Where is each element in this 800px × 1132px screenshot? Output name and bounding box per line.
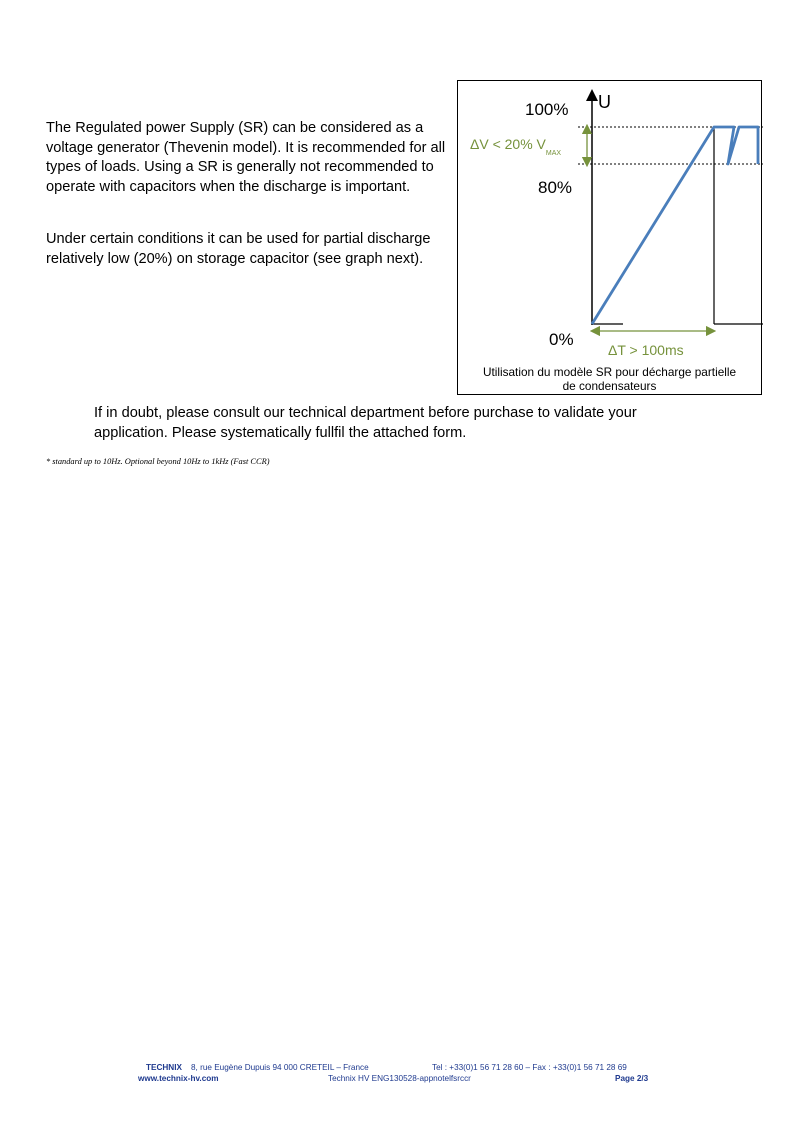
consult-line-1: If in doubt, please consult our technical department before purchase to validate your xyxy=(94,405,637,421)
axis-u-label: U xyxy=(598,92,611,112)
paragraph-sr-description: The Regulated power Supply (SR) can be considered as a voltage generator (Thevenin model). It is recommended for all types of loads. Using a SR is generally not recommended to operate with capacitors when the discharge is important. xyxy=(46,120,446,195)
voltage-curve xyxy=(592,127,758,324)
caption-line-1: Utilisation du modèle SR pour décharge partielle xyxy=(482,365,737,379)
footer-website[interactable]: www.technix-hv.com xyxy=(138,1074,219,1083)
footnote: * standard up to 10Hz. Optional beyond 10Hz to 1kHz (Fast CCR) xyxy=(46,457,270,466)
tick-0: 0% xyxy=(549,330,574,349)
footer-doc-ref: Technix HV ENG130528-appnotelfsrccr xyxy=(328,1074,471,1083)
footer-page-number: Page 2/3 xyxy=(615,1074,649,1083)
tick-100: 100% xyxy=(525,100,569,119)
caption-line-2: de condensateurs xyxy=(562,379,657,393)
delta-t-label: ΔT > 100ms xyxy=(608,342,684,358)
consult-notice xyxy=(94,404,734,443)
figure-caption xyxy=(458,365,761,393)
tick-80: 80% xyxy=(538,178,573,197)
footer-phone: Tel : +33(0)1 56 71 28 60 – Fax : +33(0)1 56 71 28 69 xyxy=(432,1063,627,1072)
paragraph-partial-discharge: Under certain conditions it can be used for partial discharge relatively low (20%) on storage capacitor (see graph next). xyxy=(46,231,431,267)
voltage-graph xyxy=(458,81,763,396)
delta-v-label: ΔV < 20% $V_{MAX}$ xyxy=(470,136,562,157)
footer-address: 8, rue Eugène Dupuis 94 000 CRETEIL – France xyxy=(191,1063,369,1072)
consult-line-2: application. Please systematically fullfil the attached form. xyxy=(94,424,467,441)
footer-company: TECHNIX xyxy=(146,1063,182,1072)
sr-discharge-figure xyxy=(457,80,762,395)
